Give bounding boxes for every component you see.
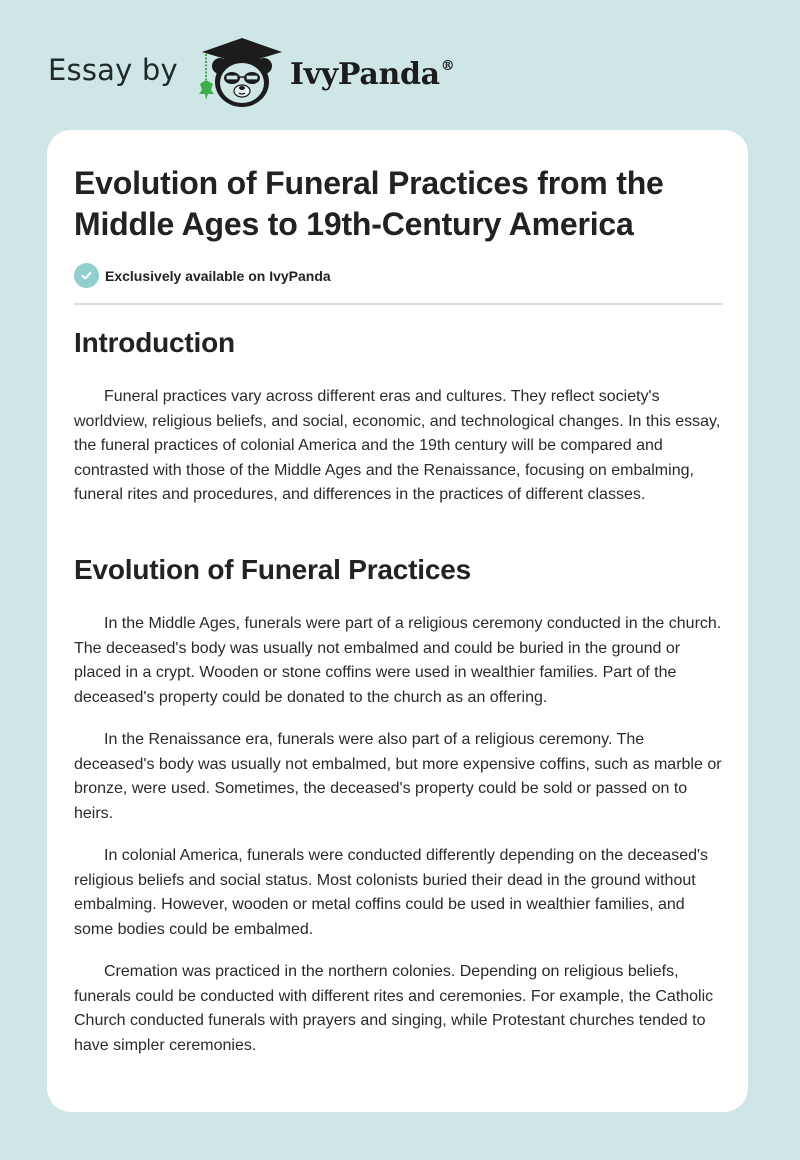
page-title: Evolution of Funeral Practices from the Middle Ages to 19th-Century America bbox=[74, 165, 664, 242]
section-heading-introduction: Introduction bbox=[74, 327, 235, 358]
paragraph: In colonial America, funerals were conducted differently depending on the deceased's religious beliefs and social status. Most colonists buried their dead in the ground without embalming. However, wooden or metal coffins could be used in wealthier families, and some bodies could be embalmed. bbox=[74, 847, 709, 938]
section-heading-evolution: Evolution of Funeral Practices bbox=[74, 554, 471, 585]
paragraph: In the Renaissance era, funerals were also part of a religious ceremony. The deceased's body was usually not embalmed, but more expensive coffins, such as marble or bronze, were used. Sometimes, the deceased's property could be sold or passed on to heirs. bbox=[74, 731, 722, 822]
check-circle-icon bbox=[74, 263, 99, 288]
paragraph: In the Middle Ages, funerals were part of a religious ceremony conducted in the church. The deceased's body was usually not embalmed and could be buried in the ground or placed in a crypt. Wooden or stone coffins were used in wealthier families. Part of the deceased's property could be donated to the church as an offering. bbox=[74, 615, 722, 706]
exclusive-badge bbox=[74, 263, 331, 288]
essay-by-label: Essay by bbox=[48, 53, 178, 87]
brand-name[interactable] bbox=[290, 57, 455, 92]
essay-card bbox=[47, 130, 748, 1112]
registered-mark: ® bbox=[440, 57, 455, 74]
brand-text: IvyPanda bbox=[289, 56, 440, 92]
site-header bbox=[48, 36, 455, 110]
paragraph: Cremation was practiced in the northern colonies. Depending on religious beliefs, funerals could be conducted with different rites and ceremonies. For example, the Catholic Church conducted funerals with prayers and singing, while Protestant churches tended to have simpler ceremonies. bbox=[74, 963, 714, 1054]
title-divider bbox=[74, 303, 723, 305]
badge-label: Exclusively available on IvyPanda bbox=[105, 267, 331, 284]
panda-graduation-cap-icon[interactable] bbox=[196, 36, 288, 110]
paragraph: Funeral practices vary across different eras and cultures. They reflect society's worldview, religious beliefs, and social, economic, and technological changes. In this essay, the funeral practices of colonial America and the 19th century will be compared and contrasted with those of the Middle Ages and the Renaissance, focusing on embalming, funeral rites and procedures, and differences in the practices of different classes. bbox=[74, 388, 721, 504]
